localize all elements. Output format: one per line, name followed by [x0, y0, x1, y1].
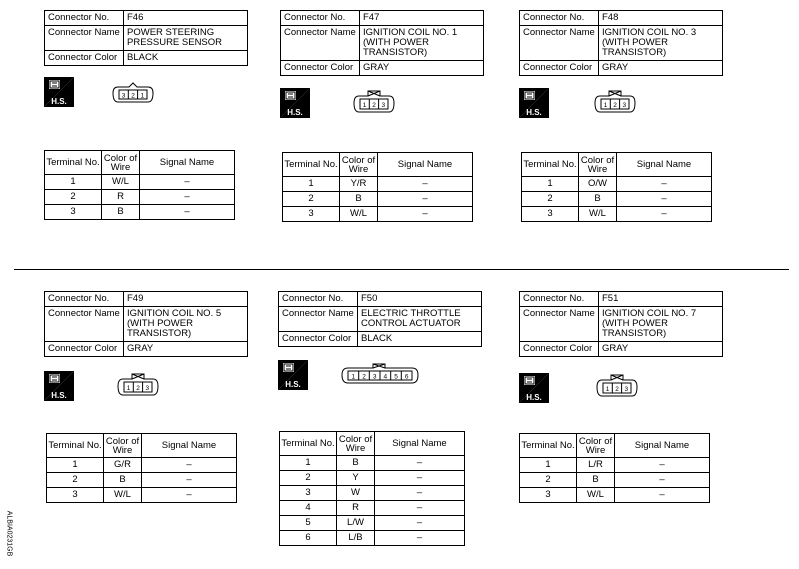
- table-row: [280, 456, 465, 471]
- connector-name-value: IGNITION COIL NO. 5 (WITH POWER TRANSISTOR): [124, 307, 248, 342]
- cell-terminal: 1: [520, 458, 577, 473]
- table-row: [47, 458, 237, 473]
- pin-label: 4: [383, 373, 388, 381]
- label-connector-color: Connector Color: [45, 342, 124, 357]
- table-row: [520, 458, 710, 473]
- table-row: [47, 473, 237, 488]
- cell-signal: –: [140, 205, 235, 220]
- section-divider: [14, 269, 789, 270]
- terminal-table-f49: [46, 433, 237, 503]
- cell-wire: O/W: [579, 177, 617, 192]
- header-color-of-wire: Color of Wire: [337, 432, 375, 456]
- label-connector-no: Connector No.: [520, 292, 599, 307]
- cell-wire: L/W: [337, 516, 375, 531]
- cell-terminal: 2: [520, 473, 577, 488]
- label-connector-no: Connector No.: [520, 11, 599, 26]
- cell-signal: –: [378, 192, 473, 207]
- cell-wire: B: [104, 473, 142, 488]
- cell-wire: B: [102, 205, 140, 220]
- connector-info-f50: [278, 291, 482, 347]
- pin-label: 6: [404, 373, 409, 381]
- cell-wire: B: [577, 473, 615, 488]
- table-row: [522, 177, 712, 192]
- label-connector-color: Connector Color: [281, 61, 360, 76]
- cell-signal: –: [142, 458, 237, 473]
- label-connector-name: Connector Name: [45, 26, 124, 51]
- cell-signal: –: [140, 175, 235, 190]
- label-connector-no: Connector No.: [279, 292, 358, 307]
- cell-wire: W/L: [104, 488, 142, 503]
- header-color-of-wire: Color of Wire: [104, 434, 142, 458]
- cell-wire: W/L: [340, 207, 378, 222]
- connector-face-f48: [594, 90, 636, 114]
- harness-side-icon: [280, 88, 310, 118]
- cell-signal: –: [375, 531, 465, 546]
- table-row: [280, 501, 465, 516]
- cell-wire: W/L: [102, 175, 140, 190]
- label-connector-color: Connector Color: [520, 342, 599, 357]
- pin-label: 5: [394, 373, 398, 381]
- cell-signal: –: [375, 516, 465, 531]
- harness-side-icon: [44, 371, 74, 401]
- label-connector-no: Connector No.: [281, 11, 360, 26]
- cell-signal: –: [615, 488, 710, 503]
- table-row: [280, 516, 465, 531]
- table-row: [283, 207, 473, 222]
- table-row: [45, 190, 235, 205]
- harness-side-icon: [278, 360, 308, 390]
- table-row: [283, 177, 473, 192]
- header-signal-name: Signal Name: [378, 153, 473, 177]
- cell-signal: –: [617, 207, 712, 222]
- terminal-table-f46: [44, 150, 235, 220]
- connector-name-value: IGNITION COIL NO. 7 (WITH POWER TRANSISTOR): [599, 307, 723, 342]
- cell-terminal: 1: [522, 177, 579, 192]
- cell-signal: –: [617, 177, 712, 192]
- connector-no-value: F50: [358, 292, 482, 307]
- cell-wire: B: [340, 192, 378, 207]
- cell-wire: L/B: [337, 531, 375, 546]
- connector-name-value: ELECTRIC THROTTLE CONTROL ACTUATOR: [358, 307, 482, 332]
- pin-label: 3: [381, 102, 386, 109]
- header-terminal-no: Terminal No.: [520, 434, 577, 458]
- harness-side-icon: [519, 373, 549, 403]
- connector-color-value: BLACK: [358, 332, 482, 347]
- table-row: [280, 531, 465, 546]
- pin-label: 3: [121, 92, 126, 100]
- pin-label: 3: [624, 386, 629, 393]
- table-row: [280, 471, 465, 486]
- table-row: [520, 488, 710, 503]
- header-terminal-no: Terminal No.: [522, 153, 579, 177]
- cell-terminal: 2: [280, 471, 337, 486]
- cell-terminal: 3: [522, 207, 579, 222]
- label-connector-no: Connector No.: [45, 292, 124, 307]
- pin-label: 2: [613, 102, 617, 109]
- hs-label: H.S.: [51, 391, 67, 400]
- connector-color-value: GRAY: [599, 61, 723, 76]
- header-signal-name: Signal Name: [615, 434, 710, 458]
- cell-terminal: 3: [280, 486, 337, 501]
- header-signal-name: Signal Name: [140, 151, 235, 175]
- connector-no-value: F48: [599, 11, 723, 26]
- cell-wire: B: [337, 456, 375, 471]
- header-color-of-wire: Color of Wire: [577, 434, 615, 458]
- cell-wire: R: [102, 190, 140, 205]
- table-row: [47, 488, 237, 503]
- label-connector-name: Connector Name: [520, 307, 599, 342]
- header-color-of-wire: Color of Wire: [579, 153, 617, 177]
- pin-label: 2: [615, 386, 619, 393]
- connector-name-value: POWER STEERING PRESSURE SENSOR: [124, 26, 248, 51]
- label-connector-color: Connector Color: [520, 61, 599, 76]
- pin-label: 1: [362, 102, 367, 109]
- cell-wire: W/L: [579, 207, 617, 222]
- pin-label: 1: [140, 92, 145, 100]
- connector-no-value: F46: [124, 11, 248, 26]
- header-terminal-no: Terminal No.: [280, 432, 337, 456]
- header-signal-name: Signal Name: [142, 434, 237, 458]
- cell-signal: –: [615, 458, 710, 473]
- pin-label: 1: [126, 385, 131, 392]
- cell-signal: –: [375, 456, 465, 471]
- cell-terminal: 1: [47, 458, 104, 473]
- cell-wire: Y: [337, 471, 375, 486]
- label-connector-color: Connector Color: [45, 51, 124, 66]
- connector-info-f48: [519, 10, 723, 76]
- cell-terminal: 4: [280, 501, 337, 516]
- header-color-of-wire: Color of Wire: [340, 153, 378, 177]
- hs-label: H.S.: [51, 97, 67, 106]
- connector-no-value: F51: [599, 292, 723, 307]
- connector-color-value: BLACK: [124, 51, 248, 66]
- cell-wire: G/R: [104, 458, 142, 473]
- label-connector-name: Connector Name: [279, 307, 358, 332]
- table-row: [45, 205, 235, 220]
- label-connector-name: Connector Name: [520, 26, 599, 61]
- cell-signal: –: [142, 488, 237, 503]
- pin-label: 1: [605, 386, 610, 393]
- label-connector-no: Connector No.: [45, 11, 124, 26]
- connector-color-value: GRAY: [124, 342, 248, 357]
- cell-wire: W: [337, 486, 375, 501]
- harness-side-icon: [519, 88, 549, 118]
- cell-signal: –: [378, 207, 473, 222]
- terminal-table-f50: [279, 431, 465, 546]
- header-terminal-no: Terminal No.: [283, 153, 340, 177]
- connector-name-value: IGNITION COIL NO. 1 (WITH POWER TRANSISTOR): [360, 26, 484, 61]
- connector-color-value: GRAY: [360, 61, 484, 76]
- cell-wire: Y/R: [340, 177, 378, 192]
- cell-terminal: 5: [280, 516, 337, 531]
- pin-label: 3: [372, 373, 377, 381]
- cell-terminal: 1: [283, 177, 340, 192]
- terminal-table-f51: [519, 433, 710, 503]
- header-signal-name: Signal Name: [617, 153, 712, 177]
- cell-terminal: 2: [45, 190, 102, 205]
- cell-wire: R: [337, 501, 375, 516]
- cell-signal: –: [378, 177, 473, 192]
- cell-terminal: 1: [280, 456, 337, 471]
- pin-label: 2: [131, 92, 135, 100]
- hs-label: H.S.: [526, 393, 542, 402]
- cell-signal: –: [140, 190, 235, 205]
- connector-face-f46: [112, 82, 154, 104]
- connector-info-f46: [44, 10, 248, 66]
- connector-info-f51: [519, 291, 723, 357]
- cell-terminal: 2: [283, 192, 340, 207]
- table-row: [45, 175, 235, 190]
- cell-signal: –: [375, 486, 465, 501]
- connector-face-f49: [117, 373, 159, 397]
- reference-code: ALBIA0231GB: [5, 510, 13, 557]
- table-row: [522, 207, 712, 222]
- hs-label: H.S.: [285, 380, 301, 389]
- table-row: [280, 486, 465, 501]
- connector-color-value: GRAY: [599, 342, 723, 357]
- header-signal-name: Signal Name: [375, 432, 465, 456]
- connector-info-f49: [44, 291, 248, 357]
- header-terminal-no: Terminal No.: [45, 151, 102, 175]
- cell-wire: W/L: [577, 488, 615, 503]
- pin-label: 2: [362, 373, 366, 381]
- cell-terminal: 2: [47, 473, 104, 488]
- cell-terminal: 3: [283, 207, 340, 222]
- label-connector-color: Connector Color: [279, 332, 358, 347]
- harness-side-icon: [44, 77, 74, 107]
- pin-label: 1: [603, 102, 608, 109]
- cell-terminal: 3: [520, 488, 577, 503]
- pin-label: 3: [145, 385, 150, 392]
- pin-label: 1: [351, 373, 356, 381]
- table-row: [283, 192, 473, 207]
- cell-signal: –: [617, 192, 712, 207]
- cell-terminal: 3: [47, 488, 104, 503]
- cell-terminal: 3: [45, 205, 102, 220]
- pin-label: 3: [622, 102, 627, 109]
- connector-no-value: F47: [360, 11, 484, 26]
- cell-wire: B: [579, 192, 617, 207]
- connector-name-value: IGNITION COIL NO. 3 (WITH POWER TRANSISTOR): [599, 26, 723, 61]
- cell-signal: –: [615, 473, 710, 488]
- cell-terminal: 6: [280, 531, 337, 546]
- table-row: [522, 192, 712, 207]
- terminal-table-f48: [521, 152, 712, 222]
- terminal-table-f47: [282, 152, 473, 222]
- cell-signal: –: [375, 471, 465, 486]
- table-row: [520, 473, 710, 488]
- connector-face-f47: [353, 90, 395, 114]
- hs-label: H.S.: [526, 108, 542, 117]
- connector-no-value: F49: [124, 292, 248, 307]
- hs-label: H.S.: [287, 108, 303, 117]
- pin-label: 2: [372, 102, 376, 109]
- cell-signal: –: [375, 501, 465, 516]
- cell-terminal: 1: [45, 175, 102, 190]
- label-connector-name: Connector Name: [281, 26, 360, 61]
- connector-info-f47: [280, 10, 484, 76]
- label-connector-name: Connector Name: [45, 307, 124, 342]
- header-color-of-wire: Color of Wire: [102, 151, 140, 175]
- pin-label: 2: [136, 385, 140, 392]
- cell-signal: –: [142, 473, 237, 488]
- connector-face-f50: [341, 363, 419, 385]
- cell-wire: L/R: [577, 458, 615, 473]
- header-terminal-no: Terminal No.: [47, 434, 104, 458]
- cell-terminal: 2: [522, 192, 579, 207]
- connector-face-f51: [596, 374, 638, 398]
